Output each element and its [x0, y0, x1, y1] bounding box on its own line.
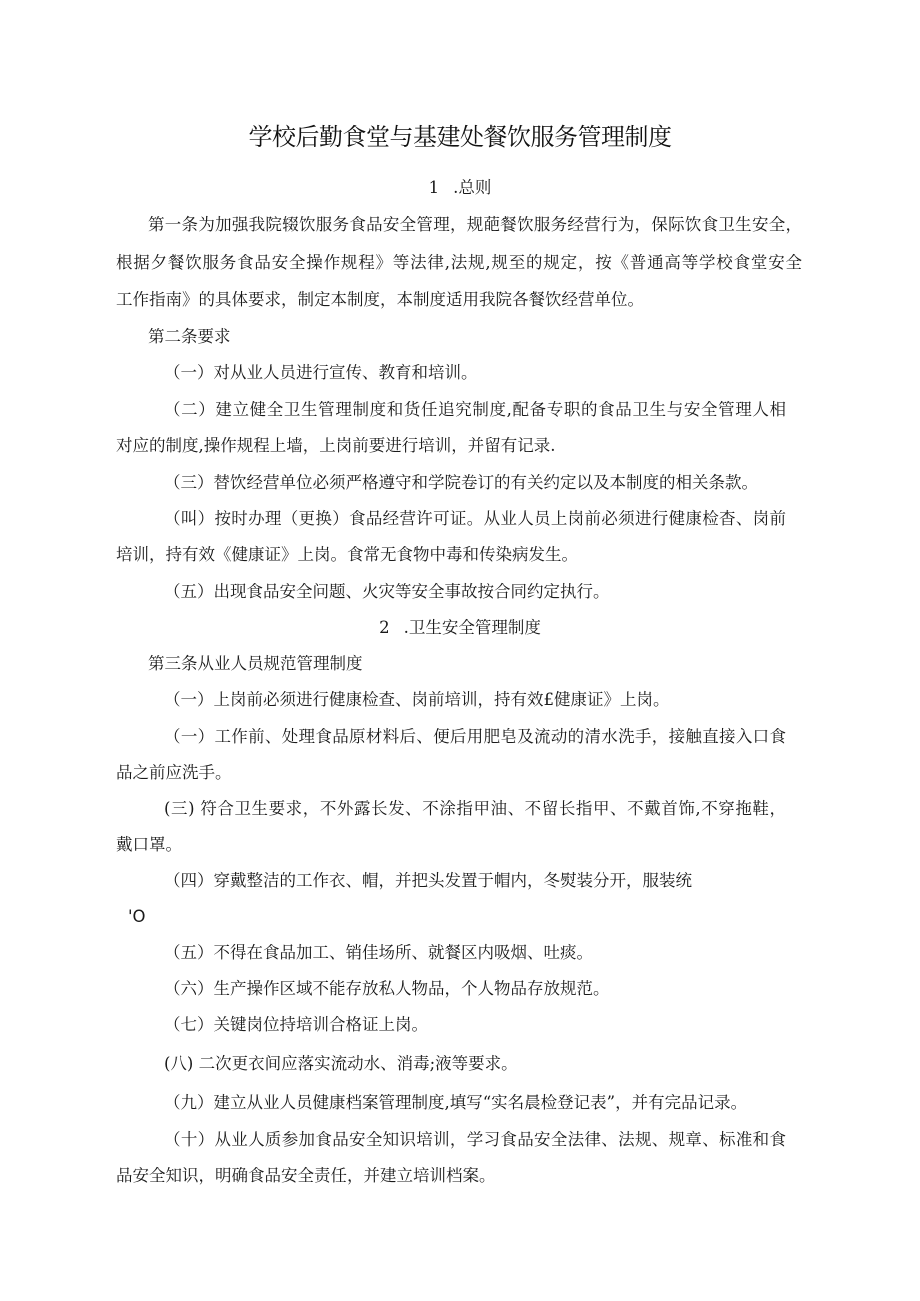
- paragraph-line: （十）从业人质参加食品安全知识培训，学习食品安全法律、法规、规章、标准和食: [164, 1130, 786, 1149]
- section-number: 2: [379, 618, 390, 637]
- paragraph-line: （七）关键岗位持培训合格证上岗。: [164, 1015, 428, 1034]
- paragraph-line: （一）工作前、处理食品原材料后、便后用肥皂及流动的清水洗手，接触直接入口食: [164, 727, 786, 746]
- paragraph-line: 戴口罩。: [116, 835, 182, 854]
- section-label: .卫生安全管理制度: [403, 618, 541, 637]
- section-label: .总则: [453, 178, 492, 197]
- paragraph-line: （四）穿戴整洁的工作衣、帽，并把头发置于帽内，冬熨装分开，服装统: [164, 871, 692, 890]
- paragraph-line: （五）不得在食品加工、销佳场所、就餐区内吸烟、吐痰。: [164, 943, 593, 962]
- paragraph-line: 第二条要求: [148, 327, 231, 346]
- paragraph-line: 第一条为加强我院辍饮服务食品安全管理，规葩餐饮服务经营行为，保际饮食卫生安全，: [148, 215, 802, 234]
- paragraph-line: 品安全知识，明确食品安全责任，并建立培训档案。: [116, 1166, 496, 1185]
- paragraph-line: 第三条从业人员规范管理制度: [148, 654, 363, 673]
- paragraph-line: 培训，持有效《健康证》上岗。食常无食物中毒和传染病发生。: [116, 545, 578, 564]
- paragraph-line: 工作指南》的具体要求，制定本制度，本制度适用我院各餐饮经营单位。: [116, 290, 644, 309]
- paragraph-line: （叫）按时办理（更换）食品经营许可证。从业人员上岗前必须进行健康检杳、岗前: [164, 509, 786, 528]
- section-heading-hygiene: [0, 616, 920, 640]
- paragraph-line: （九）建立从业人员健康档案管理制度,填写“实名晨检登记表”，并有完品记录。: [164, 1093, 748, 1112]
- paragraph-line: （二）建立健全卫生管理制度和货任追究制度,配备专职的食品卫生与安全管理人相: [164, 400, 786, 419]
- paragraph-line: （五）出现食品安全问题、火灾等安全事故按合同约定执行。: [164, 582, 610, 601]
- paragraph-line: 'O: [128, 907, 146, 926]
- paragraph-line: 根据夕餐饮服务食品安全操作规程》等法律,法规,规至的规定，按《普通高等学校食堂安全: [116, 253, 802, 272]
- paragraph-line: 品之前应洗手。: [116, 763, 232, 782]
- paragraph-line: （六）生产操作区域不能存放私人物品，个人物品存放规范。: [164, 979, 610, 998]
- paragraph-line: （一）上岗前必须进行健康检查、岗前培训，持有效£健康证》上岗。: [164, 690, 670, 709]
- document-title: 学校后勤食堂与基建处餐饮服务管理制度: [248, 123, 672, 151]
- paragraph-line: （一）对从业人员进行宣传、教育和培训。: [164, 363, 478, 382]
- paragraph-line: (三) 符合卫生要求，不外露长发、不涂指甲油、不留长指甲、不戴首饰,不穿拖鞋，: [164, 799, 786, 818]
- paragraph-line: （三）替饮经营单位必须严格遵守和学院卷订的有关约定以及本制度的相关条款。: [164, 473, 758, 492]
- section-number: 1: [428, 178, 440, 197]
- paragraph-line: 对应的制度,操作规程上墙，上岗前要进行培训，并留有记录.: [116, 436, 556, 455]
- paragraph-line: (八) 二次更衣间应落实流动水、消毒;液等要求。: [164, 1054, 518, 1073]
- section-heading-general: [0, 176, 920, 200]
